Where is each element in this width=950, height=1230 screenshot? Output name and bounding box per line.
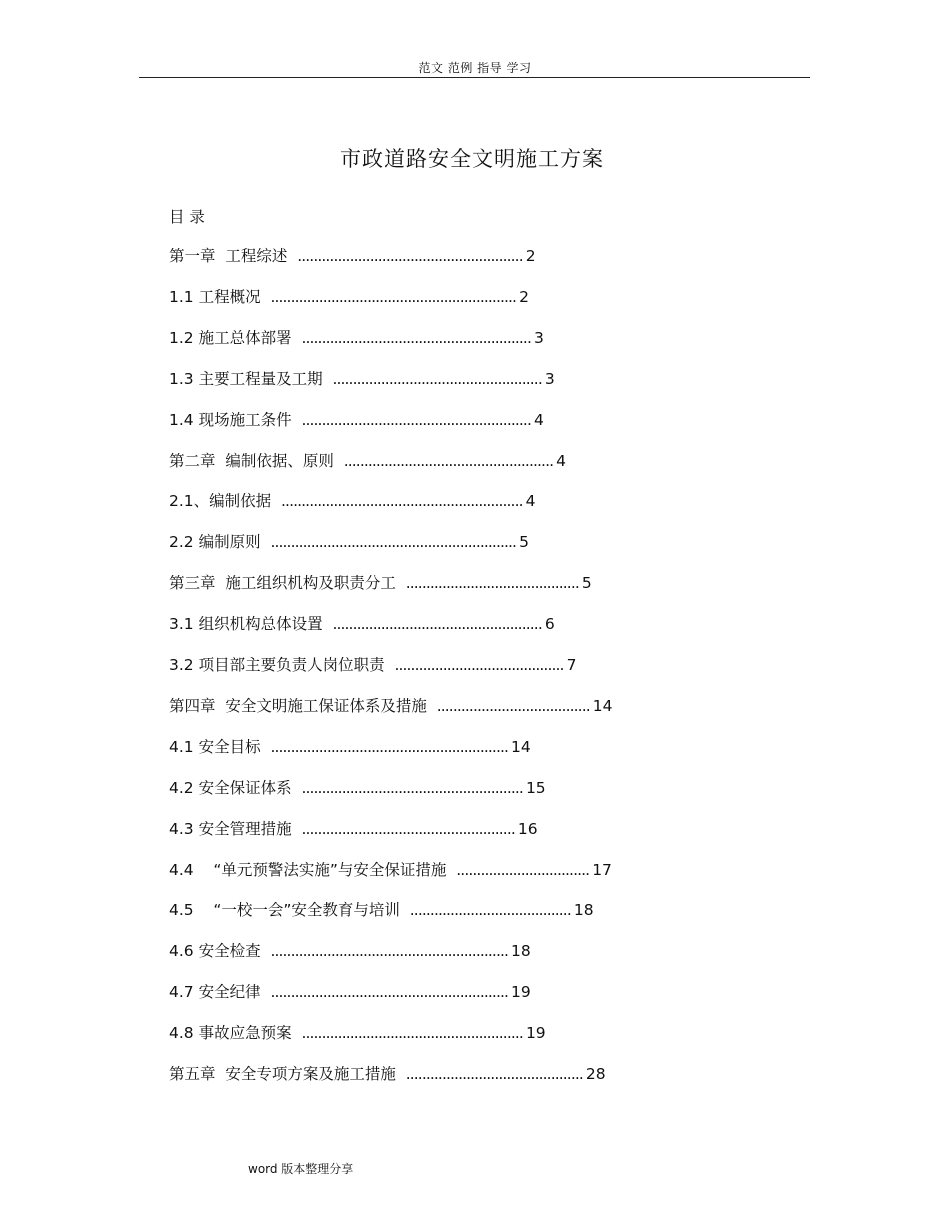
toc-entry-leader-dots: ....................................................... bbox=[301, 1024, 523, 1043]
toc-entry-leader-dots: ............................................ bbox=[405, 1065, 583, 1083]
toc-entry-label: 2.2 编制原则 bbox=[169, 533, 261, 552]
toc-entry-leader-dots: .......................................... bbox=[394, 656, 564, 674]
toc-entry-leader-dots: .................................................... bbox=[332, 369, 542, 388]
toc-entry[interactable] bbox=[169, 982, 531, 1002]
toc-entry[interactable] bbox=[169, 941, 531, 961]
toc-entry-page-number: 7 bbox=[566, 656, 577, 674]
toc-entry-label: 3.1 组织机构总体设置 bbox=[169, 615, 323, 634]
toc-entry-page-number: 14 bbox=[592, 696, 613, 715]
toc-entry-page-number: 28 bbox=[585, 1065, 606, 1083]
toc-entry-leader-dots: ................................. bbox=[456, 860, 590, 879]
toc-entry[interactable] bbox=[169, 410, 544, 430]
toc-entry-label: 4.3 安全管理措施 bbox=[169, 819, 292, 838]
toc-entry-leader-dots: ........................................ bbox=[409, 901, 571, 920]
toc-entry-page-number: 2 bbox=[525, 247, 536, 265]
toc-entry[interactable] bbox=[169, 778, 546, 798]
toc-entry[interactable] bbox=[169, 532, 529, 552]
toc-entry-page-number: 3 bbox=[533, 328, 544, 347]
toc-entry-label: 4.4 “单元预警法实施”与安全保证措施 bbox=[169, 860, 447, 879]
toc-entry-label: 4.7 安全纪律 bbox=[169, 983, 261, 1002]
toc-entry-label: 4.6 安全检查 bbox=[169, 942, 261, 961]
toc-entry-leader-dots: .................................................... bbox=[343, 451, 554, 470]
toc-entry-label: 1.1 工程概况 bbox=[169, 287, 261, 306]
toc-entry[interactable] bbox=[169, 696, 612, 716]
toc-entry-page-number: 2 bbox=[519, 287, 529, 306]
toc-entry-page-number: 4 bbox=[525, 492, 536, 511]
toc-entry[interactable] bbox=[169, 246, 536, 266]
toc-entry-label: 4.2 安全保证体系 bbox=[169, 778, 292, 797]
toc-entry-leader-dots: ........................................................ bbox=[297, 247, 523, 265]
toc-entry[interactable] bbox=[169, 900, 594, 920]
toc-entry-page-number: 17 bbox=[592, 860, 612, 879]
toc-entry-leader-dots: ......................................................... bbox=[301, 410, 531, 429]
toc-heading: 目 录 bbox=[169, 208, 205, 226]
toc-entry-page-number: 18 bbox=[573, 901, 594, 920]
toc-entry-label: 第二章 编制依据、原则 bbox=[169, 451, 334, 470]
toc-entry-leader-dots: ........................................................... bbox=[270, 983, 509, 1002]
toc-entry-page-number: 4 bbox=[556, 451, 566, 470]
page-header: 范文 范例 指导 学习 bbox=[418, 61, 532, 75]
page-footer: word 版本整理分享 bbox=[248, 1162, 354, 1176]
toc-entry-label: 第一章 工程综述 bbox=[169, 247, 288, 265]
toc-entry-leader-dots: ..................................................... bbox=[301, 819, 515, 838]
toc-entry[interactable] bbox=[169, 573, 592, 593]
toc-entry-page-number: 6 bbox=[544, 615, 555, 634]
toc-entry-page-number: 16 bbox=[517, 819, 538, 838]
document-title: 市政道路安全文明施工方案 bbox=[340, 147, 604, 171]
toc-entry-leader-dots: ........................................................... bbox=[270, 942, 509, 961]
toc-entry-leader-dots: ........................................................... bbox=[270, 737, 509, 756]
toc-entry-leader-dots: ............................................................. bbox=[270, 533, 517, 552]
toc-entry-label: 第四章 安全文明施工保证体系及措施 bbox=[169, 696, 427, 715]
toc-entry[interactable] bbox=[169, 1064, 606, 1084]
toc-entry-label: 2.1、编制依据 bbox=[169, 492, 272, 511]
toc-entry-leader-dots: ............................................................. bbox=[270, 287, 517, 306]
toc-entry[interactable] bbox=[169, 287, 529, 307]
header-divider bbox=[139, 77, 810, 78]
toc-entry-label: 4.8 事故应急预案 bbox=[169, 1024, 292, 1043]
toc-entry-leader-dots: ...................................... bbox=[436, 696, 590, 715]
toc-entry[interactable] bbox=[169, 860, 612, 880]
toc-entry-label: 4.5 “一校一会”安全教育与培训 bbox=[169, 901, 400, 920]
toc-entry-page-number: 18 bbox=[511, 942, 531, 961]
toc-entry[interactable] bbox=[169, 614, 555, 634]
toc-entry-leader-dots: ........................................... bbox=[405, 574, 579, 593]
toc-entry-label: 第五章 安全专项方案及施工措施 bbox=[169, 1065, 396, 1083]
toc-entry-label: 3.2 项目部主要负责人岗位职责 bbox=[169, 656, 385, 674]
toc-entry-page-number: 15 bbox=[525, 778, 546, 797]
toc-entry[interactable] bbox=[169, 737, 531, 757]
toc-entry-page-number: 3 bbox=[544, 369, 555, 388]
toc-entry-label: 1.4 现场施工条件 bbox=[169, 410, 292, 429]
toc-entry-page-number: 5 bbox=[581, 574, 592, 593]
toc-entry[interactable] bbox=[169, 655, 576, 675]
toc-entry-leader-dots: .................................................... bbox=[332, 615, 542, 634]
toc-entry-label: 4.1 安全目标 bbox=[169, 737, 261, 756]
toc-entry-page-number: 5 bbox=[519, 533, 529, 552]
toc-entry[interactable] bbox=[169, 819, 538, 839]
toc-entry[interactable] bbox=[169, 491, 536, 511]
toc-entry-label: 第三章 施工组织机构及职责分工 bbox=[169, 574, 396, 593]
toc-entry[interactable] bbox=[169, 328, 544, 348]
toc-entry-page-number: 19 bbox=[511, 983, 531, 1002]
toc-entry-page-number: 19 bbox=[525, 1024, 546, 1043]
toc-entry[interactable] bbox=[169, 1023, 546, 1043]
toc-entry-leader-dots: ....................................................... bbox=[301, 778, 523, 797]
toc-entry-leader-dots: ......................................................... bbox=[301, 328, 531, 347]
toc-entry-label: 1.3 主要工程量及工期 bbox=[169, 369, 323, 388]
toc-entry-page-number: 4 bbox=[533, 410, 544, 429]
toc-entry[interactable] bbox=[169, 451, 566, 471]
toc-entry[interactable] bbox=[169, 369, 555, 389]
toc-entry-leader-dots: ............................................................ bbox=[281, 492, 523, 511]
toc-entry-label: 1.2 施工总体部署 bbox=[169, 328, 292, 347]
toc-entry-page-number: 14 bbox=[511, 737, 531, 756]
